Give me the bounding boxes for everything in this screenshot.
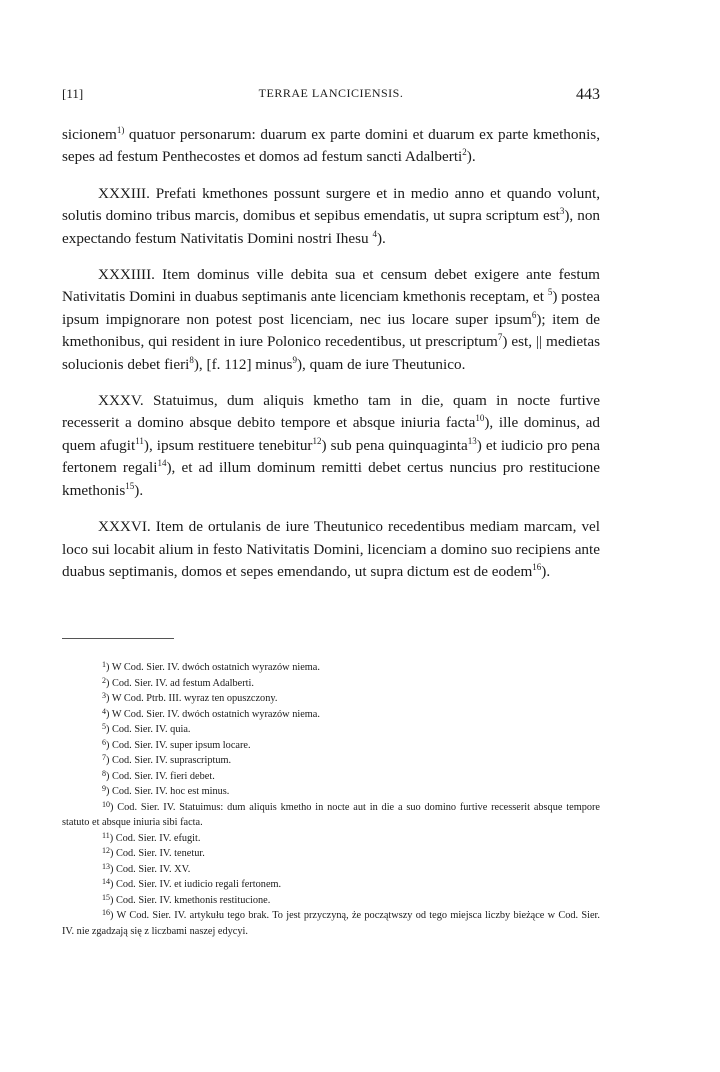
footnote-mark-paren: )	[110, 879, 117, 890]
footnote-ref: 4	[372, 228, 377, 239]
footnote-text: Cod. Sier. IV. fieri debet.	[112, 770, 215, 782]
footnote-8	[62, 769, 600, 785]
footnote-7	[62, 753, 600, 769]
footnote-mark-paren: )	[106, 724, 113, 735]
footnote-mark-paren: )	[110, 848, 117, 859]
paragraph-text: XXXVI. Item de ortulanis de iure Theutunico recedentibus mediam marcam, vel loco sui locabit alium in festo Nativitatis Domini, licenciam a domino suo recipiens ante duabus septimanis, domos et sepes emendando, ut supra dictum est de eodem	[62, 518, 600, 580]
footnote-mark: 2	[102, 675, 106, 685]
article-xxxiiii	[62, 264, 600, 376]
footnote-mark: 4	[102, 706, 106, 716]
footnote-text: Cod. Sier. IV. quia.	[112, 724, 191, 735]
footnote-text: Cod. Sier. IV. ad festum Adalberti.	[112, 677, 254, 689]
running-title: TERRAE LANCICIENSIS.	[258, 86, 404, 100]
footnote-mark: 5	[102, 722, 106, 731]
footnote-mark: 12	[102, 846, 110, 855]
footnote-mark: 11	[102, 830, 110, 840]
footnote-mark: 3	[102, 691, 106, 700]
footnote-9	[62, 784, 600, 800]
footnote-text: Cod. Sier. IV. super ipsum locare.	[112, 739, 251, 751]
footnote-ref: 1)	[116, 125, 125, 135]
article-xxxv	[62, 390, 600, 502]
paragraph-text: ), ipsum restituere tenebitur	[143, 436, 313, 454]
footnote-ref: 14	[157, 458, 167, 469]
footnote-13	[62, 862, 600, 878]
footnote-text: W Cod. Sier. IV. artykułu tego brak. To jest przyczyną, że początwszy od tego miejsca liczby bieżące w Cod. Sier. IV. nie zgadzają się z liczbami naszej edycyi.	[62, 910, 600, 937]
footnote-mark: 15	[102, 892, 110, 902]
footnote-6	[62, 738, 600, 754]
footnote-10	[62, 800, 600, 831]
footnote-mark-paren: )	[106, 786, 113, 797]
footnote-ref: 7	[497, 332, 503, 343]
footnote-mark-paren: )	[106, 739, 113, 751]
footnote-text: Cod. Sier. IV. tenetur.	[116, 848, 205, 859]
footnote-mark: 7	[102, 753, 106, 762]
article-xxxiii	[62, 183, 600, 250]
footnote-mark-paren: )	[106, 693, 112, 704]
paragraph-text: ) postea ipsum impignorare non potest post licenciam, nec ius locare super ipsum	[62, 288, 601, 328]
footnote-15	[62, 893, 600, 909]
footnote-1	[62, 660, 600, 676]
footnote-ref: 12	[312, 435, 322, 446]
footnote-mark: 6	[102, 737, 106, 747]
footnote-3	[62, 691, 600, 707]
paragraph-text: ) est, || medietas solucionis debet fieri	[62, 333, 600, 373]
footnote-text: Cod. Sier. IV. kmethonis restitucione.	[116, 894, 271, 906]
footnote-text: Cod. Sier. IV. et iudicio regali fertonem.	[116, 879, 282, 890]
article-xxxvi	[62, 516, 600, 583]
footnote-ref: 16	[532, 561, 542, 572]
footnote-ref: 13	[467, 435, 477, 446]
footnote-ref: 9	[292, 354, 297, 365]
footnote-mark-paren: )	[110, 863, 117, 875]
paragraph-text: XXXIIII. Item dominus ville debita sua et censum debet exigere ante festum Nativitatis Domini in duabus septimanis ante licenciam kmethonis receptam, et	[62, 266, 600, 306]
footnote-12	[62, 846, 600, 862]
footnote-mark: 16	[102, 908, 110, 917]
paragraph-text: ).	[541, 562, 551, 580]
paragraph-text: ), quam de iure Theutunico.	[296, 355, 466, 373]
footnote-mark-paren: )	[110, 910, 117, 921]
footnote-mark: 13	[102, 861, 110, 871]
footnote-ref: 11	[135, 435, 144, 446]
paragraph-text: XXXIII. Prefati kmethones possunt surgere et in medio anno et quando volunt, solutis domino tribus marcis, domibus et sepibus emendatis, ut supra scriptum est	[62, 184, 600, 225]
footnote-mark-paren: )	[110, 801, 118, 813]
paragraph-text: XXXV. Statuimus, dum aliquis kmetho tam in die, quam in nocte furtive recesserit a domino absque debito tempore et absque iniuria facta	[62, 392, 600, 432]
footnote-mark-paren: )	[109, 832, 116, 844]
footnote-14	[62, 877, 600, 893]
paragraph-text: ), non expectando festum Nativitatis Domini nostri Ihesu	[62, 207, 601, 247]
paragraph-text: ) et iudicio pro pena fertonem regali	[62, 436, 601, 477]
paragraph-text: ).	[466, 148, 476, 166]
footnote-2	[62, 676, 600, 692]
footnote-text: Cod. Sier. IV. suprascriptum.	[112, 755, 232, 766]
paragraph-text: quatuor personarum: duarum ex parte domini et duarum ex parte kmethonis, sepes ad festum Penthecostes et domos ad festum sancti Adalberti	[62, 126, 600, 166]
paragraph-text: ), [f. 112] minus	[193, 355, 293, 373]
footnote-mark: 10	[102, 799, 110, 809]
footnote-text: Cod. Sier. IV. hoc est minus.	[112, 786, 230, 797]
footnote-mark: 8	[102, 768, 106, 778]
footnote-text: W Cod. Sier. IV. dwóch ostatnich wyrazów niema.	[111, 708, 320, 720]
paragraph-text: ).	[134, 481, 144, 499]
footnote-ref: 5	[547, 287, 553, 298]
footnote-rule	[62, 638, 174, 639]
footnote-ref: 8	[189, 354, 194, 365]
footnote-text: W Cod. Sier. IV. dwóch ostatnich wyrazów niema.	[111, 662, 320, 673]
footnote-mark: 14	[102, 877, 110, 886]
footnote-mark-paren: )	[106, 708, 112, 720]
paragraph-text: ), ille dominus, ad quem afugit	[62, 414, 600, 454]
paragraph-text: sicionem	[62, 126, 117, 143]
footnotes	[62, 660, 600, 939]
footnote-ref: 10	[475, 413, 485, 424]
paragraph-text: ).	[376, 229, 386, 247]
footnote-mark: 1	[102, 660, 106, 669]
footnote-mark-paren: )	[110, 894, 117, 906]
footnote-mark-paren: )	[106, 662, 112, 673]
footnote-ref: 15	[125, 480, 135, 491]
footnote-mark: 9	[102, 784, 106, 793]
footnote-11	[62, 831, 600, 847]
section-marker: [11]	[62, 86, 84, 101]
footnote-mark-paren: )	[106, 770, 113, 782]
footnote-mark-paren: )	[106, 677, 113, 689]
footnote-mark-paren: )	[106, 755, 113, 766]
footnote-text: Cod. Sier. IV. XV.	[116, 863, 191, 875]
footnote-ref: 3	[559, 206, 565, 217]
main-text	[62, 124, 600, 597]
footnote-4	[62, 707, 600, 723]
footnote-ref: 6	[531, 309, 537, 320]
running-header	[62, 86, 600, 108]
paragraph-text: ), et ad illum dominum remitti debet certus nuncius pro restitucione kmethonis	[62, 459, 600, 499]
footnote-ref: 2	[462, 147, 467, 158]
page-number: 443	[576, 86, 600, 103]
footnote-5	[62, 722, 600, 738]
paragraph-text: ) sub pena quinquaginta	[321, 436, 468, 454]
footnote-text: Cod. Sier. IV. efugit.	[115, 832, 201, 844]
paragraph-text: ); item de kmethonibus, qui resident in iure Polonico recedentibus, ut prescriptum	[62, 310, 601, 351]
footnote-text: W Cod. Ptrb. III. wyraz ten opuszczony.	[111, 693, 278, 704]
footnote-16	[62, 908, 600, 939]
footnote-text: Cod. Sier. IV. Statuimus: dum aliquis kmetho in nocte aut in die a suo domino furtive recesserit absque tempore statuto et absque iniuria sibi facta.	[62, 801, 600, 828]
paragraph-continuation	[62, 124, 600, 169]
